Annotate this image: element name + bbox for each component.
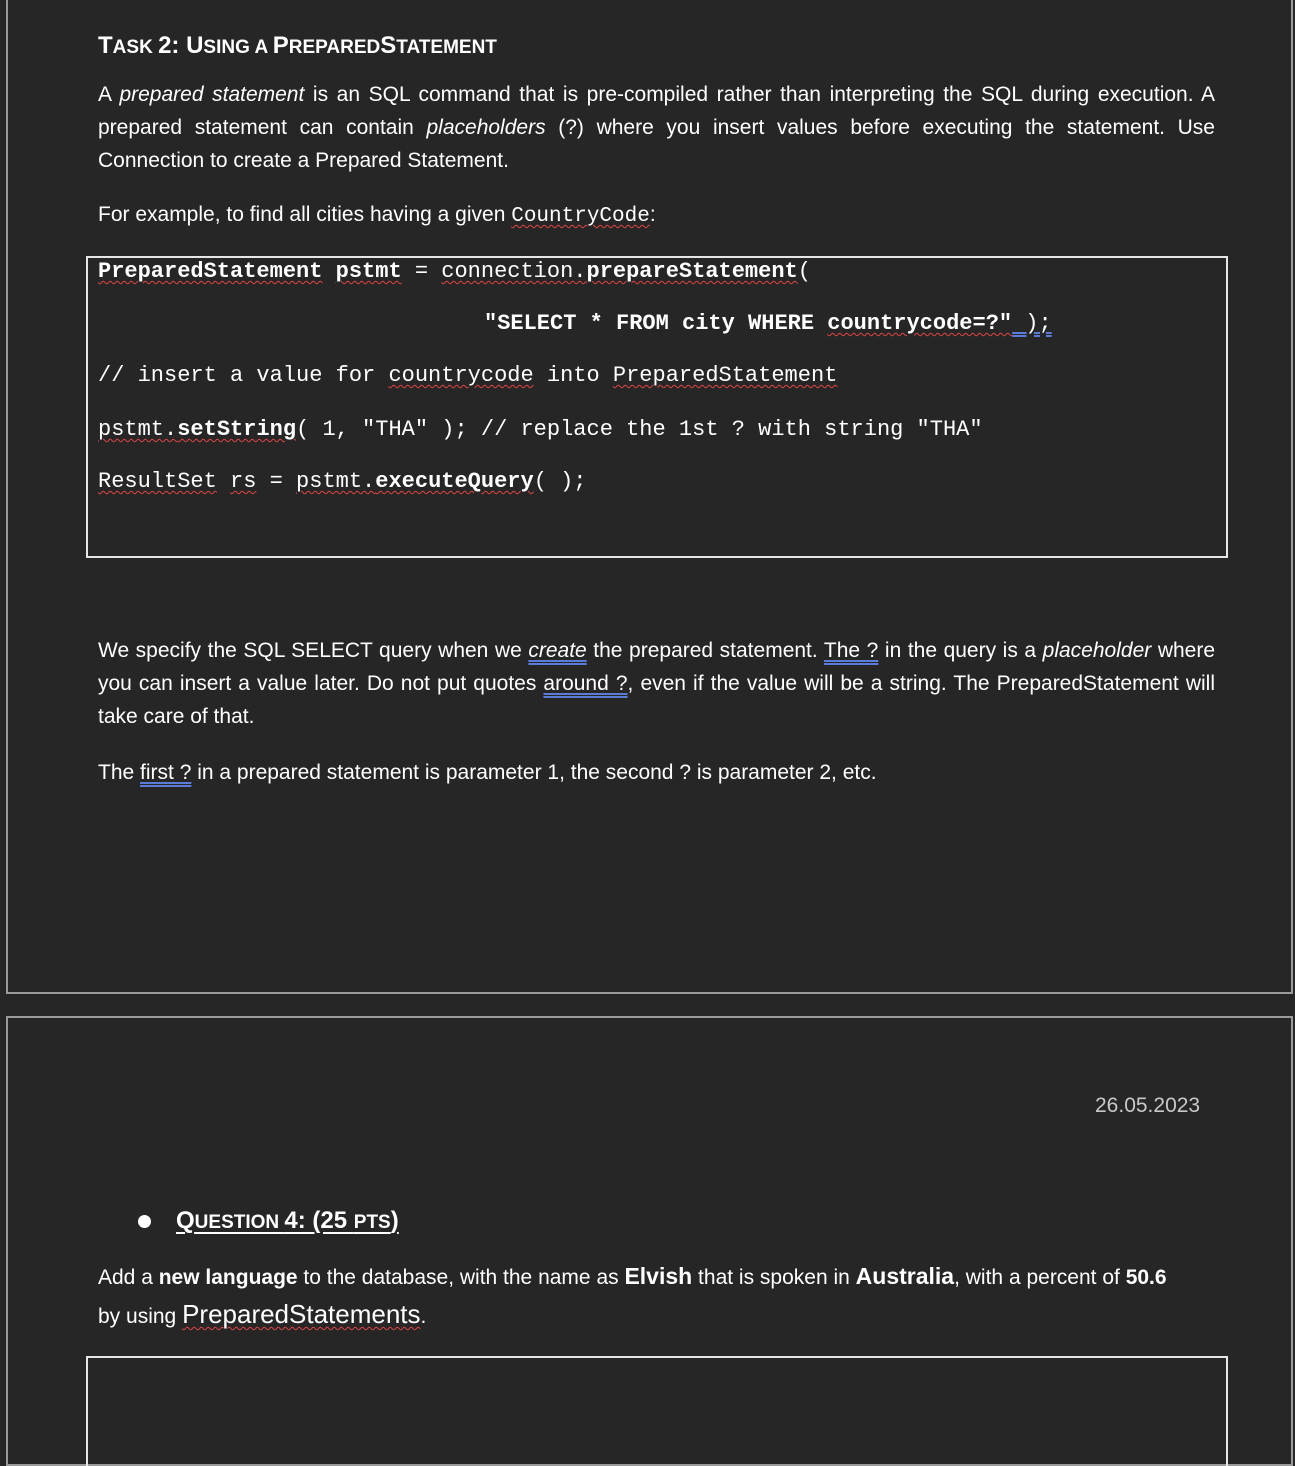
code-line-5: ResultSet rs = pstmt.executeQuery( );: [98, 469, 587, 494]
answer-box[interactable]: [86, 1356, 1228, 1466]
code-line-4: pstmt.setString( 1, "THA" ); // replace the 1st ? with string "THA": [98, 417, 983, 442]
explanation-paragraph: We specify the SQL SELECT query when we create the prepared statement. The ? in the query is a placeholder where you can insert a value later. Do not put quotes around ?, even if the value will be a string. The PreparedStatement will take care of that.: [98, 639, 1216, 728]
code-example-box: [86, 256, 1228, 558]
code-line-1: PreparedStatement pstmt = connection.prepareStatement(: [98, 259, 811, 284]
question-body: Add a new language to the database, with the name as Elvish that is spoken in Australia, with a percent of 50.6 by using PreparedStatements.: [98, 1263, 1167, 1329]
question-heading: QUESTION 4: (25 PTS): [176, 1207, 399, 1234]
code-line-3: // insert a value for countrycode into PreparedStatement: [98, 363, 838, 388]
page-date: 26.05.2023: [1095, 1094, 1201, 1117]
parameter-paragraph: The first ? in a prepared statement is parameter 1, the second ? is parameter 2, etc.: [98, 761, 877, 784]
code-line-2: "SELECT * FROM city WHERE countrycode=?" );: [484, 311, 1052, 336]
example-line: For example, to find all cities having a given CountryCode:: [98, 203, 656, 228]
bullet-icon: [138, 1215, 151, 1228]
intro-paragraph: A prepared statement is an SQL command that is pre-compiled rather than interpreting the SQL during execution. A prepared statement can contain placeholders (?) where you insert values before executing the statement. Use Connection to create a Prepared Statement.: [98, 83, 1216, 172]
task-title: TASK 2: USING A PREPAREDSTATEMENT: [98, 32, 497, 59]
